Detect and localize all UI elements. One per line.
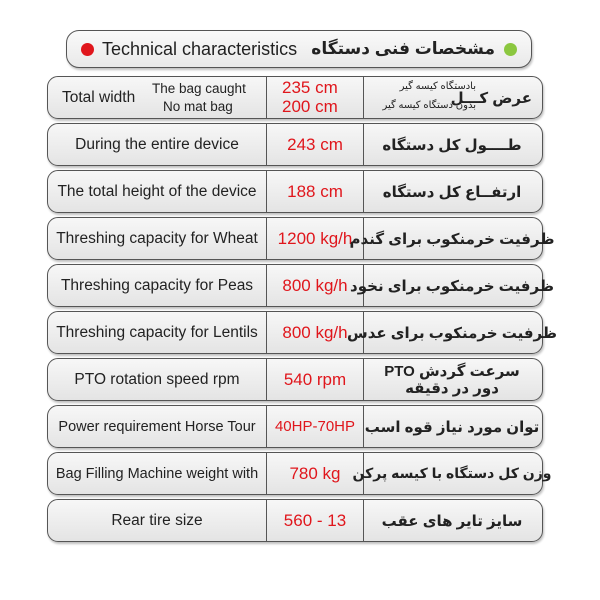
green-dot-icon [504,43,517,56]
spec-label-fa-line1: سرعت گردش PTO [384,362,520,380]
spec-row [47,405,543,448]
total-width-sub1-fa: بادستگاه کیسه گیر [399,81,476,92]
spec-value: 780 kg [266,453,364,494]
spec-row [47,217,555,260]
spec-row [47,264,554,307]
spec-label-fa: وزن کل دستگاه با کیسه پرکن [352,465,552,481]
header-title-en: Technical characteristics [102,39,298,59]
spec-value: 800 kg/h [266,312,364,353]
spec-label-fa: ظرفیت خرمنکوب برای گندم [349,230,555,248]
spec-label-en: During the entire device [75,135,239,153]
spec-row [47,123,543,166]
spec-label-en: Threshing capacity for Lentils [56,323,258,341]
spec-value: 1200 kg/h [266,218,364,259]
spec-table-header [66,30,532,68]
spec-value: 188 cm [266,171,364,212]
total-width-sub2-en: No mat bag [163,99,233,114]
spec-value: 560 - 13 [266,500,364,541]
spec-label-fa [362,359,542,400]
spec-label-en: Power requirement Horse Tour [58,418,256,435]
spec-label-en: PTO rotation speed rpm [74,370,240,388]
header-title-fa: مشخصات فنی دستگاه [311,39,495,58]
total-width-sub1-en: The bag caught [152,81,246,96]
spec-row [47,499,543,542]
spec-value: 540 rpm [266,359,364,400]
spec-label-en: Bag Filling Machine weight with [55,465,259,482]
spec-label-fa: ظرفیت خرمنکوب برای عدس [347,324,557,342]
spec-label-fa: ظرفیت خرمنکوب برای نخود [350,277,554,295]
total-width-label-fa: عرض کـــل [450,90,532,107]
spec-value: 800 kg/h [266,265,364,306]
spec-label-fa: ارتفــاع کل دستگاه [382,183,522,201]
total-width-value1: 235 cm [282,78,338,97]
spec-value: 40HP-70HP [266,406,364,447]
spec-label-fa: طــــول کل دستگاه [382,136,522,154]
spec-row [47,452,552,495]
spec-value: 243 cm [266,124,364,165]
spec-label-fa-line2: دور در دقیقه [405,379,499,397]
red-dot-icon [81,43,94,56]
spec-label-fa: سایز تایر های عقب [381,512,523,530]
spec-label-en: Rear tire size [111,511,203,529]
spec-row [47,311,557,354]
total-width-label-en: Total width [62,89,136,106]
spec-label-en: Threshing capacity for Peas [60,276,254,294]
spec-label-fa: توان مورد نیاز قوه اسب [364,418,540,436]
spec-row-total-width [47,76,543,119]
spec-row [47,358,543,401]
spec-label-en: The total height of the device [57,182,257,200]
total-width-sub2-fa: بدون دستگاه کیسه گیر [382,100,476,111]
spec-label-en: Threshing capacity for Wheat [56,229,258,247]
spec-row [47,170,543,213]
total-width-value2: 200 cm [282,97,338,116]
